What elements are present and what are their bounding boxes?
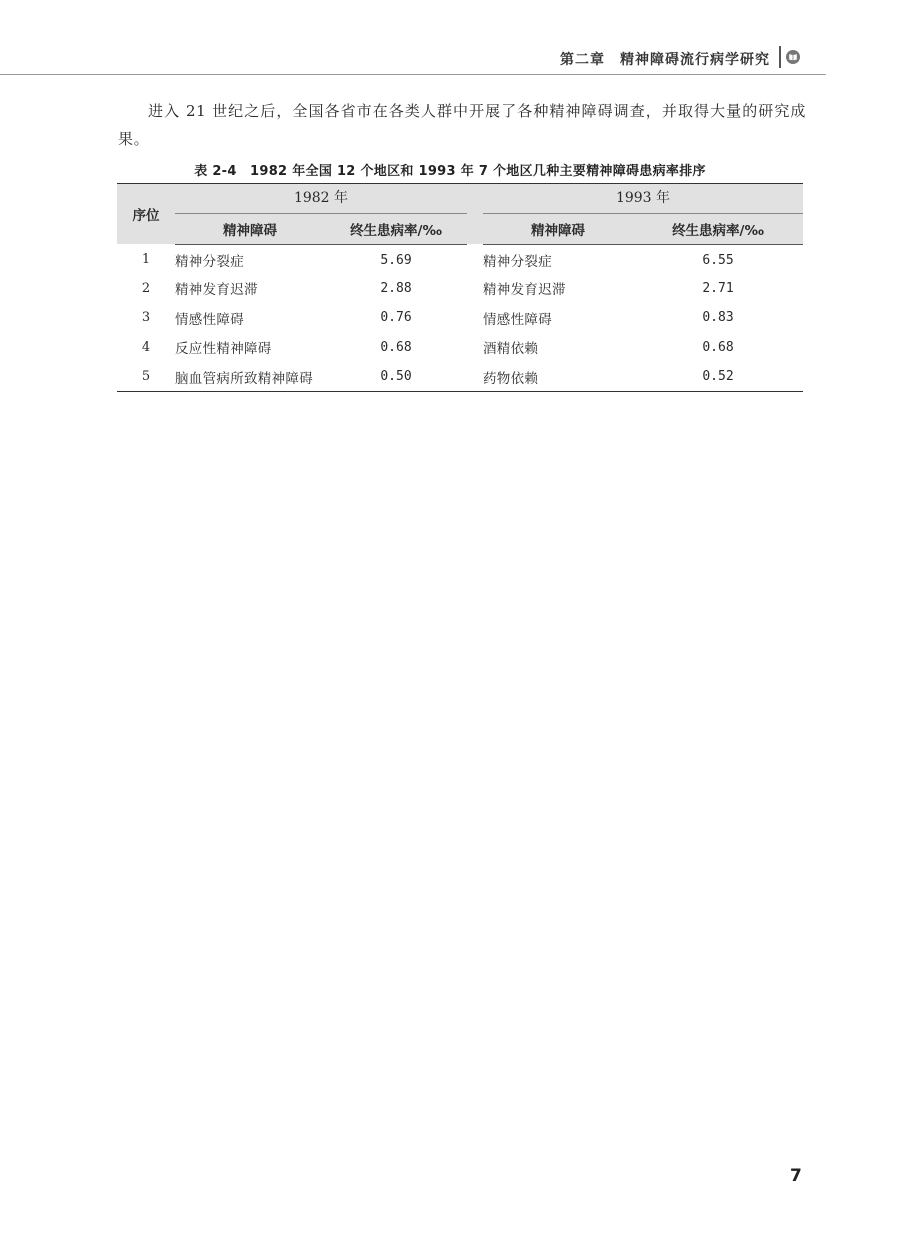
disorder-cell-1982: 脑血管病所致精神障碍 bbox=[175, 362, 325, 392]
disorder-cell-1993: 精神发育迟滞 bbox=[483, 282, 566, 299]
gap-cell bbox=[467, 333, 483, 363]
year-header-1993 bbox=[483, 184, 803, 215]
chapter-title: 第二章 精神障碍流行病学研究 bbox=[560, 52, 770, 68]
disorder-cell-1982: 反应性精神障碍 bbox=[175, 341, 272, 358]
gap-cell bbox=[467, 244, 483, 274]
table-caption: 表 2-4 1982 年全国 12 个地区和 1993 年 7 个地区几种主要精神障碍患病率排序 bbox=[194, 164, 706, 179]
rate-cell-1982: 0.50 bbox=[325, 362, 467, 392]
table-row bbox=[117, 303, 803, 333]
rate-cell-1993: 2.71 bbox=[702, 280, 734, 296]
disorder-cell-1993: 精神分裂症 bbox=[483, 254, 552, 270]
gap-cell bbox=[467, 362, 483, 392]
rank-cell: 5 bbox=[117, 362, 175, 392]
rate-cell-1982: 0.76 bbox=[380, 310, 412, 326]
rate-cell-1993: 0.52 bbox=[633, 362, 803, 392]
rate-header-1982: 终生患病率/‰ bbox=[325, 214, 467, 244]
prevalence-table bbox=[117, 183, 803, 392]
year-label: 1993 年 bbox=[483, 184, 803, 214]
header-separator bbox=[779, 46, 781, 68]
disorder-header-1993: 精神障碍 bbox=[483, 214, 633, 244]
rate-cell-1982: 2.88 bbox=[380, 280, 412, 296]
book-icon bbox=[786, 50, 800, 64]
gap-cell bbox=[467, 303, 483, 333]
rank-cell: 3 bbox=[141, 310, 151, 326]
rank-cell: 4 bbox=[141, 339, 151, 355]
rate-cell-1993: 6.55 bbox=[702, 252, 734, 268]
year-label: 1982 年 bbox=[175, 184, 467, 214]
page-number: 7 bbox=[790, 1166, 802, 1186]
table-row bbox=[117, 244, 803, 274]
table-row bbox=[117, 274, 803, 304]
table-row bbox=[117, 333, 803, 363]
table-header-row bbox=[117, 184, 803, 215]
header-gap bbox=[467, 184, 483, 245]
table-subheader-row bbox=[117, 214, 803, 244]
rank-header: 序位 bbox=[117, 184, 175, 245]
rate-cell-1993: 0.83 bbox=[702, 310, 734, 326]
running-header bbox=[0, 40, 900, 76]
body-paragraph: 进入 21 世纪之后，全国各省市在各类人群中开展了各种精神障碍调查，并取得大量的研究成果。 bbox=[118, 102, 806, 148]
rate-header-1993: 终生患病率/‰ bbox=[633, 214, 803, 244]
rank-cell: 1 bbox=[141, 252, 151, 268]
table-row bbox=[117, 362, 803, 392]
disorder-cell-1982: 精神发育迟滞 bbox=[175, 282, 258, 299]
disorder-cell-1993: 药物依赖 bbox=[483, 362, 633, 392]
rate-cell-1993: 0.68 bbox=[702, 339, 734, 355]
disorder-cell-1993: 情感性障碍 bbox=[483, 311, 552, 328]
rate-cell-1982: 0.68 bbox=[380, 339, 412, 355]
disorder-cell-1993: 酒精依赖 bbox=[483, 341, 539, 358]
disorder-cell-1982: 情感性障碍 bbox=[175, 311, 244, 328]
gap-cell bbox=[467, 274, 483, 304]
disorder-cell-1982: 精神分裂症 bbox=[175, 254, 244, 270]
rate-cell-1982: 5.69 bbox=[380, 252, 412, 268]
header-rule bbox=[0, 74, 826, 75]
disorder-header-1982: 精神障碍 bbox=[175, 214, 325, 244]
year-header-1982 bbox=[175, 184, 467, 215]
rank-cell: 2 bbox=[141, 280, 151, 296]
